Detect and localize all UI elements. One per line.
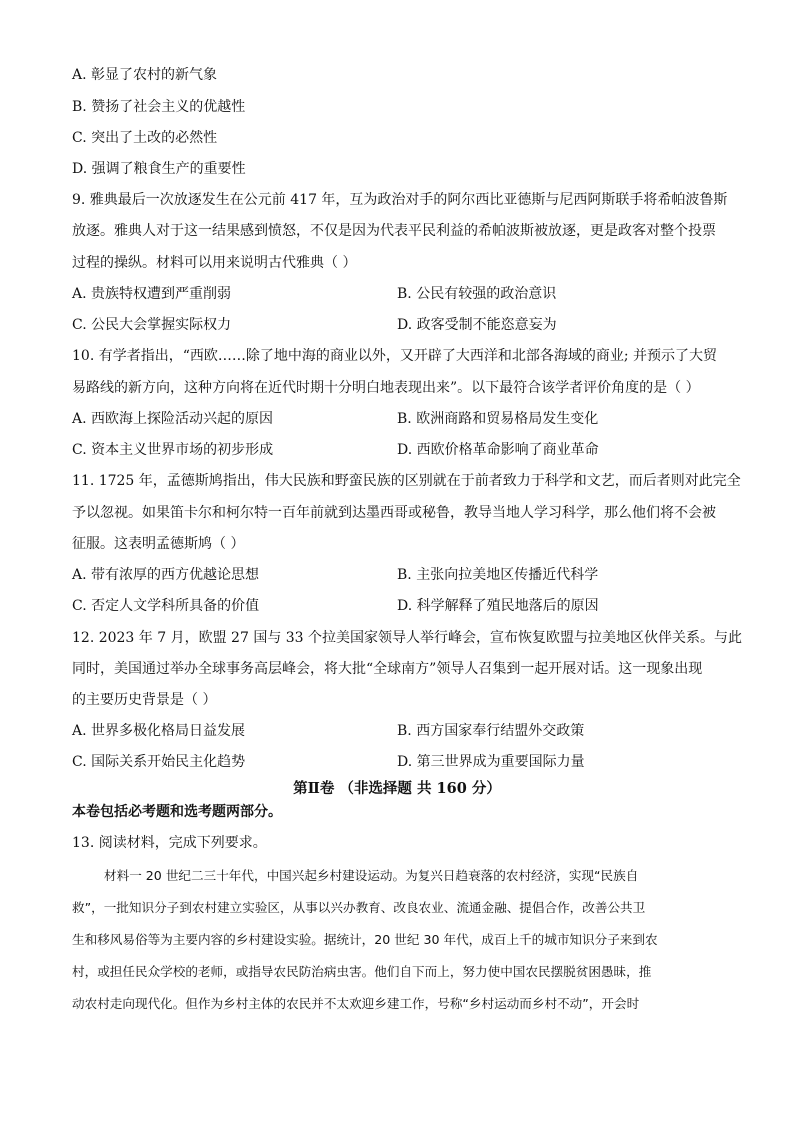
q10-option-a: A. 西欧海上探险活动兴起的原因 — [72, 411, 274, 427]
q11-stem-line-1: 11. 1725 年，孟德斯鸠指出，伟大民族和野蛮民族的区别就在于前者致力于科学和文艺，而后者则对此完全 — [72, 473, 741, 489]
q13-material-line-3: 生和移风易俗等为主要内容的乡村建设实验。据统计，20 世纪 30 年代，成百上千的城市知识分子来到农 — [72, 932, 658, 947]
q13-material-line-2: 救”，一批知识分子到农村建立实验区，从事以兴办教育、改良农业、流通金融、提倡合作，改善公共卫 — [72, 900, 646, 915]
q12-stem-line-3: 的主要历史背景是（ ） — [72, 692, 217, 708]
q11-stem-line-2: 予以忽视。如果笛卡尔和柯尔特一百年前就到达墨西哥或秘鲁，教导当地人学习科学，那么他们将不会被 — [72, 505, 716, 521]
q8-option-c: C. 突出了土改的必然性 — [72, 130, 218, 146]
q13-material-line-5: 动农村走向现代化。但作为乡村主体的农民并不太欢迎乡建工作，号称“乡村运动而乡村不动”，开会时 — [72, 996, 640, 1011]
q10-option-d: D. 西欧价格革命影响了商业革命 — [397, 442, 599, 458]
q9-option-b: B. 公民有较强的政治意识 — [397, 286, 557, 302]
q9-stem-line-3: 过程的操纵。材料可以用来说明古代雅典（ ） — [72, 255, 357, 271]
q10-option-c: C. 资本主义世界市场的初步形成 — [72, 442, 274, 458]
q9-stem-line-1: 9. 雅典最后一次放逐发生在公元前 417 年，互为政治对手的阿尔西比亚德斯与尼西阿斯联手将希帕波鲁斯 — [72, 192, 728, 208]
q11-stem-line-3: 征服。这表明孟德斯鸠（ ） — [72, 536, 245, 552]
q12-option-b: B. 西方国家奉行结盟外交政策 — [397, 723, 585, 739]
q9-option-a: A. 贵族特权遭到严重削弱 — [72, 286, 232, 302]
part2-intro: 本卷包括必考题和选考题两部分。 — [72, 804, 282, 820]
q8-option-b: B. 赞扬了社会主义的优越性 — [72, 99, 246, 115]
q13-stem: 13. 阅读材料，完成下列要求。 — [72, 835, 267, 851]
q12-option-a: A. 世界多极化格局日益发展 — [72, 723, 246, 739]
q9-option-c: C. 公民大会掌握实际权力 — [72, 317, 232, 333]
q13-material-line-4: 村，或担任民众学校的老师，或指导农民防治病虫害。他们自下而上，努力使中国农民摆脱贫困愚昧，推 — [72, 964, 652, 979]
q8-option-a: A. 彰显了农村的新气象 — [72, 67, 218, 83]
q8-option-d: D. 强调了粮食生产的重要性 — [72, 161, 246, 177]
q12-stem-line-1: 12. 2023 年 7 月，欧盟 27 国与 33 个拉美国家领导人举行峰会，宣布恢复欧盟与拉美地区伙伴关系。与此 — [72, 630, 743, 646]
q11-option-c: C. 否定人文学科所具备的价值 — [72, 598, 260, 614]
q12-stem-line-2: 同时，美国通过举办全球事务高层峰会，将大批“全球南方”领导人召集到一起开展对话。这一现象出现 — [72, 661, 703, 677]
q9-option-d: D. 政客受制不能恣意妄为 — [397, 317, 557, 333]
q12-option-d: D. 第三世界成为重要国际力量 — [397, 754, 585, 770]
q12-option-c: C. 国际关系开始民主化趋势 — [72, 754, 246, 770]
q11-option-b: B. 主张向拉美地区传播近代科学 — [397, 567, 599, 583]
q10-stem-line-2: 易路线的新方向，这种方向将在近代时期十分明白地表现出来”。以下最符合该学者评价角度的是（ ） — [72, 380, 700, 396]
q10-stem-line-1: 10. 有学者指出，“西欧……除了地中海的商业以外，又开辟了大西洋和北部各海域的商业; 并预示了大贸 — [72, 348, 718, 364]
q13-material-line-1: 材料一 20 世纪二三十年代，中国兴起乡村建设运动。为复兴日趋衰落的农村经济，实现“民族自 — [104, 868, 639, 883]
q9-stem-line-2: 放逐。雅典人对于这一结果感到愤怒，不仅是因为代表平民利益的希帕波斯被放逐，更是政客对整个投票 — [72, 223, 716, 239]
q10-option-b: B. 欧洲商路和贸易格局发生变化 — [397, 411, 599, 427]
q11-option-a: A. 带有浓厚的西方优越论思想 — [72, 567, 260, 583]
q11-option-d: D. 科学解释了殖民地落后的原因 — [397, 598, 599, 614]
part2-title: 第Ⅱ卷 （非选择题 共 160 分） — [293, 780, 501, 797]
